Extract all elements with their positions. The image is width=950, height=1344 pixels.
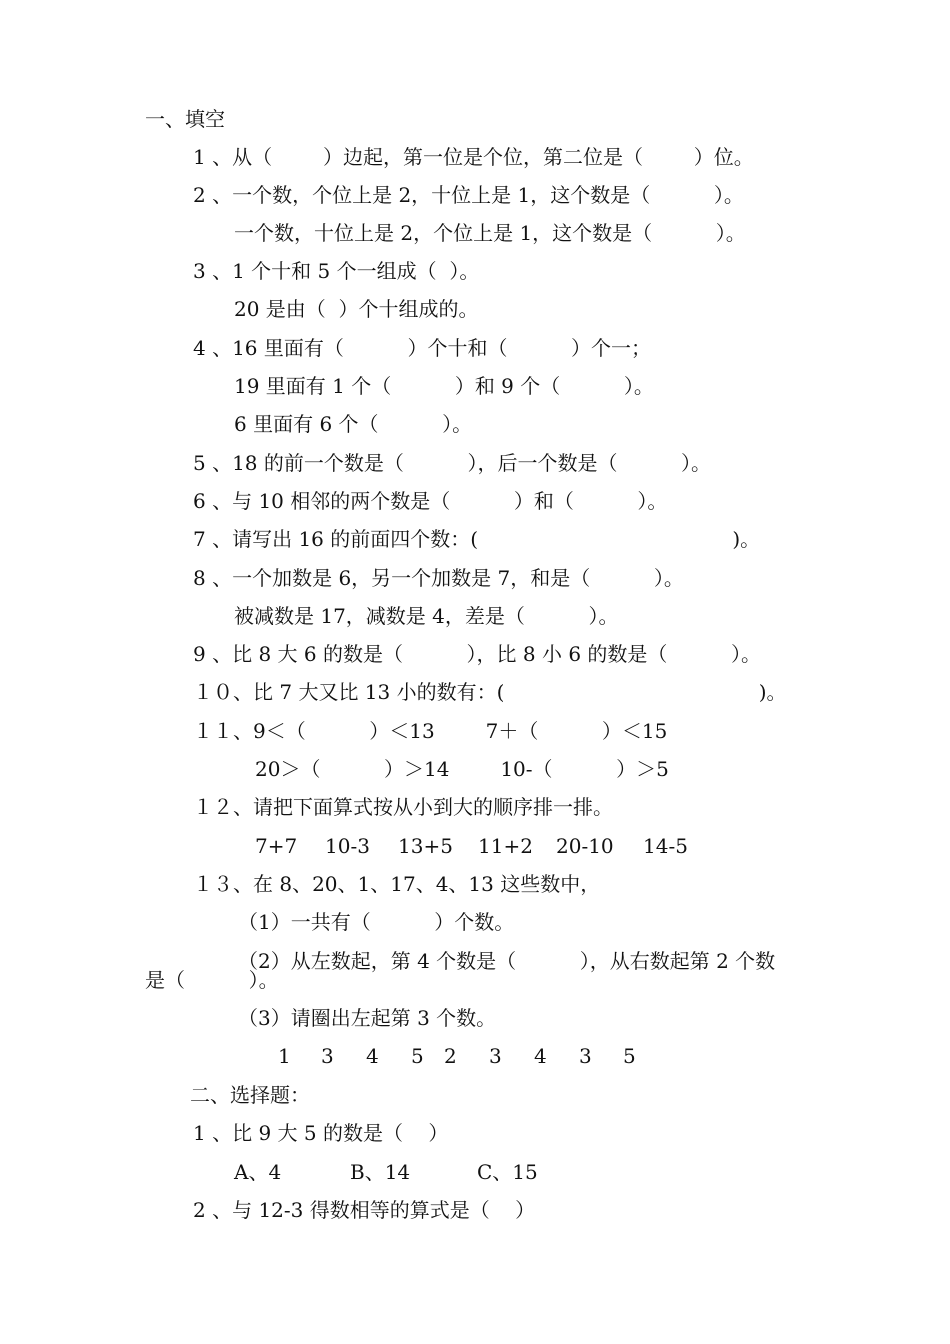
choice-question-2: 2 、与 12-3 得数相等的算式是（ ）	[193, 1198, 536, 1222]
q12-expression: 10-3	[325, 834, 370, 858]
question-1: 1 、从（ ）边起，第一位是个位，第二位是（ ）位。	[193, 145, 754, 169]
question-3-line-2: 20 是由（ ）个十组成的。	[234, 297, 479, 321]
question-7: 7 、请写出 16 的前面四个数：( )。	[193, 527, 761, 551]
question-12: １２、请把下面算式按从小到大的顺序排一排。	[193, 795, 613, 819]
q13-number: 5	[623, 1044, 636, 1068]
q13-number: 3	[321, 1044, 334, 1068]
question-13-part-3: （3）请圈出左起第 3 个数。	[238, 1006, 497, 1030]
question-5: 5 、18 的前一个数是（ ），后一个数是（ ）。	[193, 451, 712, 475]
question-2-line-2: 一个数，十位上是 2，个位上是 1，这个数是（ ）。	[234, 221, 746, 245]
question-3-line-1: 3 、1 个十和 5 个一组成（ ）。	[193, 259, 480, 283]
q13-number: 2	[444, 1044, 457, 1068]
question-8-line-1: 8 、一个加数是 6，另一个加数是 7，和是（ ）。	[193, 566, 684, 590]
choice-option-c: C、15	[477, 1160, 538, 1184]
question-9: 9 、比 8 大 6 的数是（ ），比 8 小 6 的数是（ ）。	[193, 642, 761, 666]
q12-expression: 11+2	[478, 834, 533, 858]
q13-number: 4	[366, 1044, 379, 1068]
question-13-part-2-line-2: 是（ ）。	[145, 968, 279, 992]
q13-number: 1	[278, 1044, 291, 1068]
question-13-part-2-line-1: （2）从左数起，第 4 个数是（ ），从右数起第 2 个数	[238, 949, 776, 973]
question-13: １３、在 8、20、1、17、4、13 这些数中，	[193, 872, 601, 896]
question-11-line-1: １１、9＜（ ）＜13 7＋（ ）＜15	[193, 719, 668, 743]
choice-option-b: B、14	[350, 1160, 411, 1184]
choice-option-a: A、4	[234, 1160, 282, 1184]
q12-expression: 7+7	[255, 834, 298, 858]
question-10: １０、比 7 大又比 13 小的数有：( )。	[193, 680, 787, 704]
section2-title: 二、选择题：	[190, 1083, 310, 1107]
section1-title: 一、填空	[145, 107, 225, 131]
q13-number: 3	[489, 1044, 502, 1068]
question-11-line-2: 20＞（ ）＞14 10-（ ）＞5	[255, 757, 669, 781]
question-4-line-1: 4 、16 里面有（ ）个十和（ ）个一；	[193, 336, 652, 360]
question-4-line-3: 6 里面有 6 个（ ）。	[234, 412, 473, 436]
q13-number: 3	[579, 1044, 592, 1068]
q13-number: 4	[534, 1044, 547, 1068]
choice-question-1: 1 、比 9 大 5 的数是（ ）	[193, 1121, 449, 1145]
q12-expression: 13+5	[398, 834, 453, 858]
question-6: 6 、与 10 相邻的两个数是（ ）和（ ）。	[193, 489, 668, 513]
question-13-part-1: （1）一共有（ ）个数。	[238, 910, 515, 934]
question-8-line-2: 被减数是 17，减数是 4，差是（ ）。	[234, 604, 619, 628]
q12-expression: 14-5	[643, 834, 688, 858]
q13-number: 5	[411, 1044, 424, 1068]
question-2-line-1: 2 、一个数，个位上是 2，十位上是 1，这个数是（ ）。	[193, 183, 744, 207]
question-4-line-2: 19 里面有 1 个（ ）和 9 个（ ）。	[234, 374, 654, 398]
q12-expression: 20-10	[556, 834, 614, 858]
